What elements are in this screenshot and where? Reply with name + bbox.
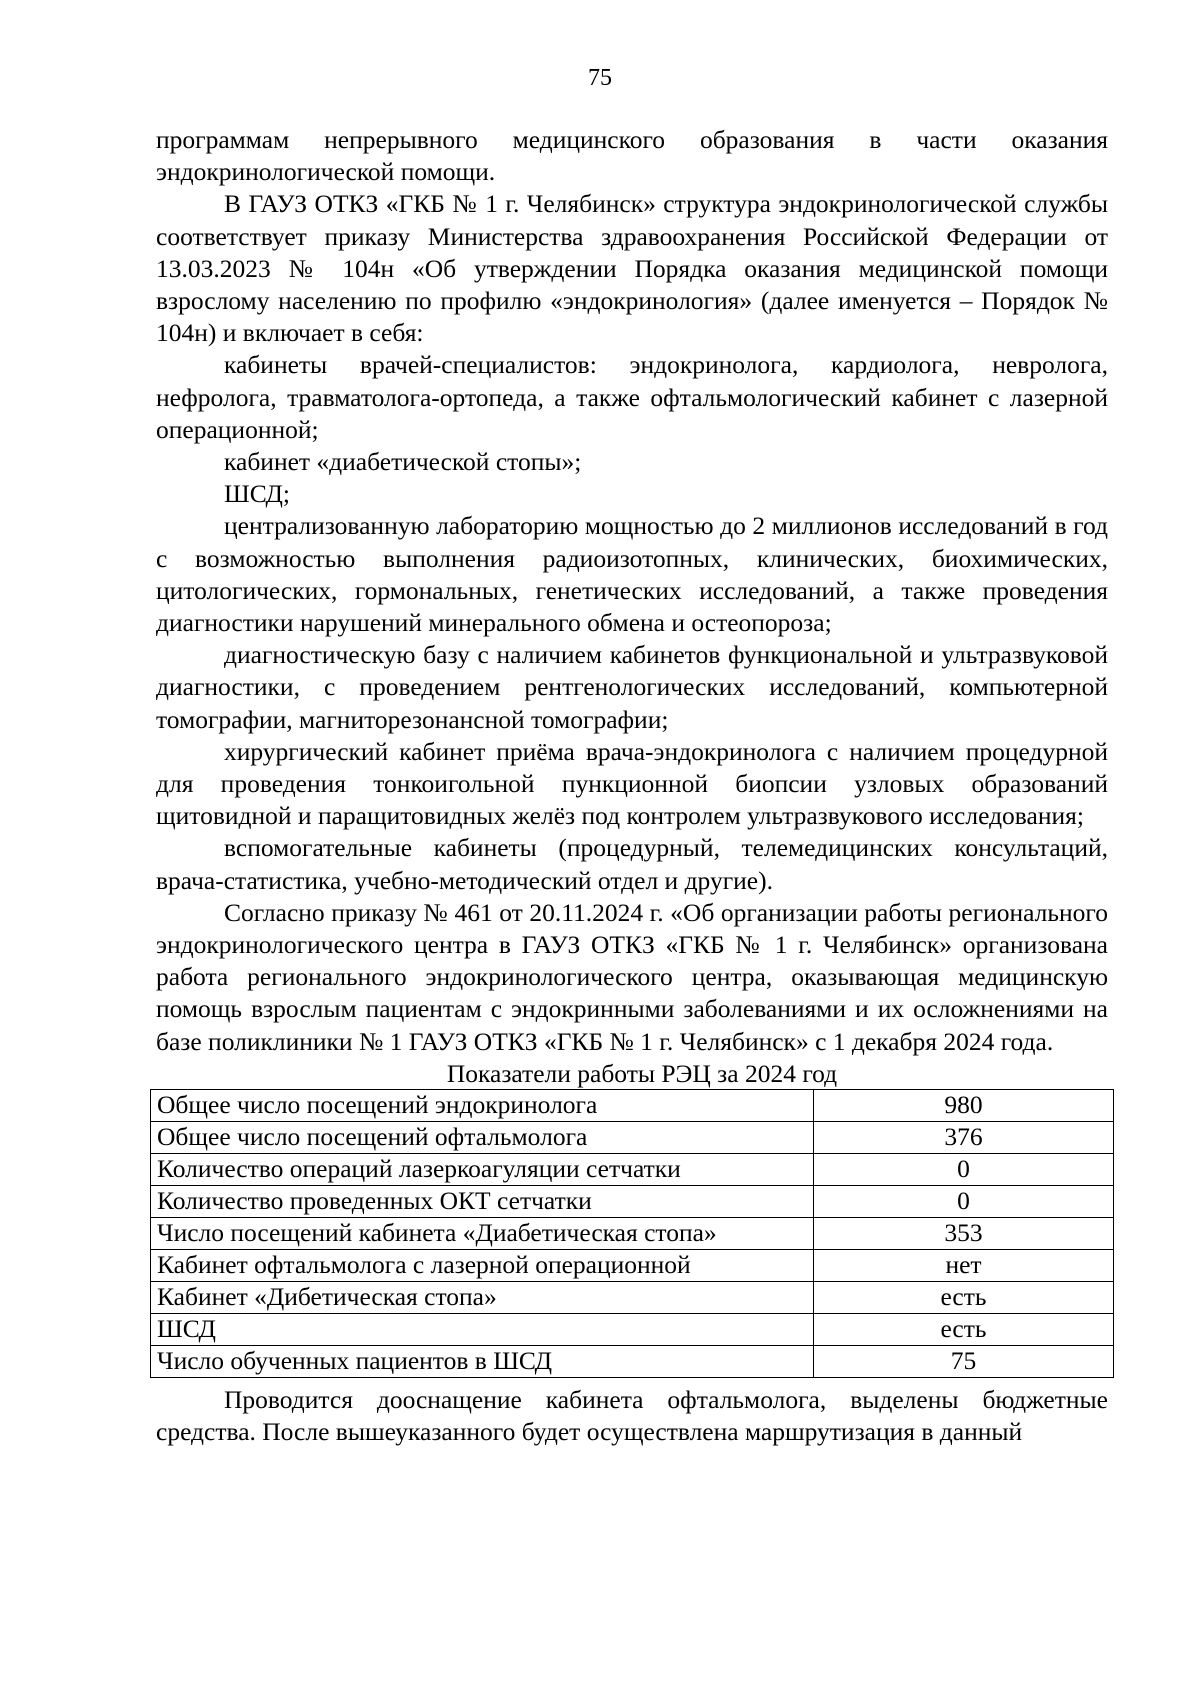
paragraphs-before-table (156, 124, 1108, 1058)
document-body (156, 124, 1108, 1448)
table-row (151, 1281, 1114, 1313)
paragraphs-after-table (156, 1384, 1108, 1448)
indicator-value: есть (814, 1281, 1114, 1313)
paragraph: Проводится дооснащение кабинета офтальмолога, выделены бюджетные средства. После вышеуказанного будет осуществлена маршрутизация в данный (156, 1384, 1108, 1447)
indicator-label: Количество проведенных ОКТ сетчатки (151, 1185, 814, 1217)
paragraph: кабинет «диабетической стопы»; (224, 447, 582, 477)
indicator-value: 353 (814, 1217, 1114, 1249)
indicator-label: Количество операций лазеркоагуляции сетчатки (151, 1153, 814, 1185)
indicator-label: Кабинет офтальмолога с лазерной операционной (151, 1249, 814, 1281)
table-row (151, 1249, 1114, 1281)
paragraph: кабинеты врачей-специалистов: эндокринолога, кардиолога, невролога, нефролога, травматолога-ортопеда, а также офтальмологический кабинет с лазерной операционной; (156, 350, 1108, 444)
table-row (151, 1217, 1114, 1249)
table-row (151, 1153, 1114, 1185)
indicator-value: 0 (814, 1185, 1114, 1217)
indicator-label: Число обученных пациентов в ШСД (151, 1345, 814, 1377)
indicator-value: нет (814, 1249, 1114, 1281)
table-row (151, 1313, 1114, 1345)
table-caption: Показатели работы РЭЦ за 2024 год (446, 1058, 838, 1088)
paragraph: программам непрерывного медицинского образования в части оказания эндокринологической помощи. (156, 125, 1108, 187)
indicator-label: Кабинет «Дибетическая стопа» (151, 1281, 814, 1313)
paragraph: Согласно приказу № 461 от 20.11.2024 г. «Об организации работы регионального эндокринологического центра в ГАУЗ ОТКЗ «ГКБ № 1 г. Челябинск» организована работа регионального эндокринологического центра, оказывающая медицинскую помощь взрослым пациентам с эндокринными заболеваниями и их осложнениями на базе поликлиники № 1 ГАУЗ ОТКЗ «ГКБ № 1 г. Челябинск» с 1 декабря 2024 года. (156, 897, 1108, 1056)
indicator-label: ШСД (151, 1313, 814, 1345)
paragraph: ШСД; (224, 479, 290, 509)
table-row (151, 1185, 1114, 1217)
indicator-label: Общее число посещений эндокринолога (151, 1089, 814, 1121)
paragraph: диагностическую базу с наличием кабинетов функциональной и ультразвуковой диагностики, с проведением рентгенологических исследований, компьютерной томографии, магниторезонансной томографии; (156, 640, 1108, 734)
indicator-value: 75 (814, 1345, 1114, 1377)
paragraph: хирургический кабинет приёма врача-эндокринолога с наличием процедурной для проведения тонкоигольной пункционной биопсии узловых образований щитовидной и паращитовидных желёз под контролем ультразвукового исследования; (156, 736, 1108, 831)
indicator-label: Число посещений кабинета «Диабетическая стопа» (151, 1217, 814, 1249)
table-row (151, 1121, 1114, 1153)
paragraph: вспомогательные кабинеты (процедурный, телемедицинских консультаций, врача-статистика, учебно-методический отдел и другие). (156, 833, 1108, 895)
table-row (151, 1089, 1114, 1121)
paragraph: централизованную лабораторию мощностью до 2 миллионов исследований в год с возможностью выполнения радиоизотопных, клинических, биохимических, цитологических, гормональных, генетических исследований, а также проведения диагностики нарушений минерального обмена и остеопороза; (156, 511, 1108, 638)
indicator-value: 376 (814, 1121, 1114, 1153)
indicators-table (150, 1089, 1114, 1378)
paragraph: В ГАУЗ ОТКЗ «ГКБ № 1 г. Челябинск» структура эндокринологической службы соответствует приказу Министерства здравоохранения Российской Федерации от 13.03.2023 № 104н «Об утверждении Порядка оказания медицинской помощи взрослому населению по профилю «эндокринология» (далее именуется – Порядок № 104н) и включает в себя: (156, 189, 1108, 348)
indicator-value: есть (814, 1313, 1114, 1345)
indicator-value: 980 (814, 1089, 1114, 1121)
page-number: 75 (588, 65, 612, 91)
indicator-label: Общее число посещений офтальмолога (151, 1121, 814, 1153)
indicator-value: 0 (814, 1153, 1114, 1185)
table-row (151, 1345, 1114, 1377)
